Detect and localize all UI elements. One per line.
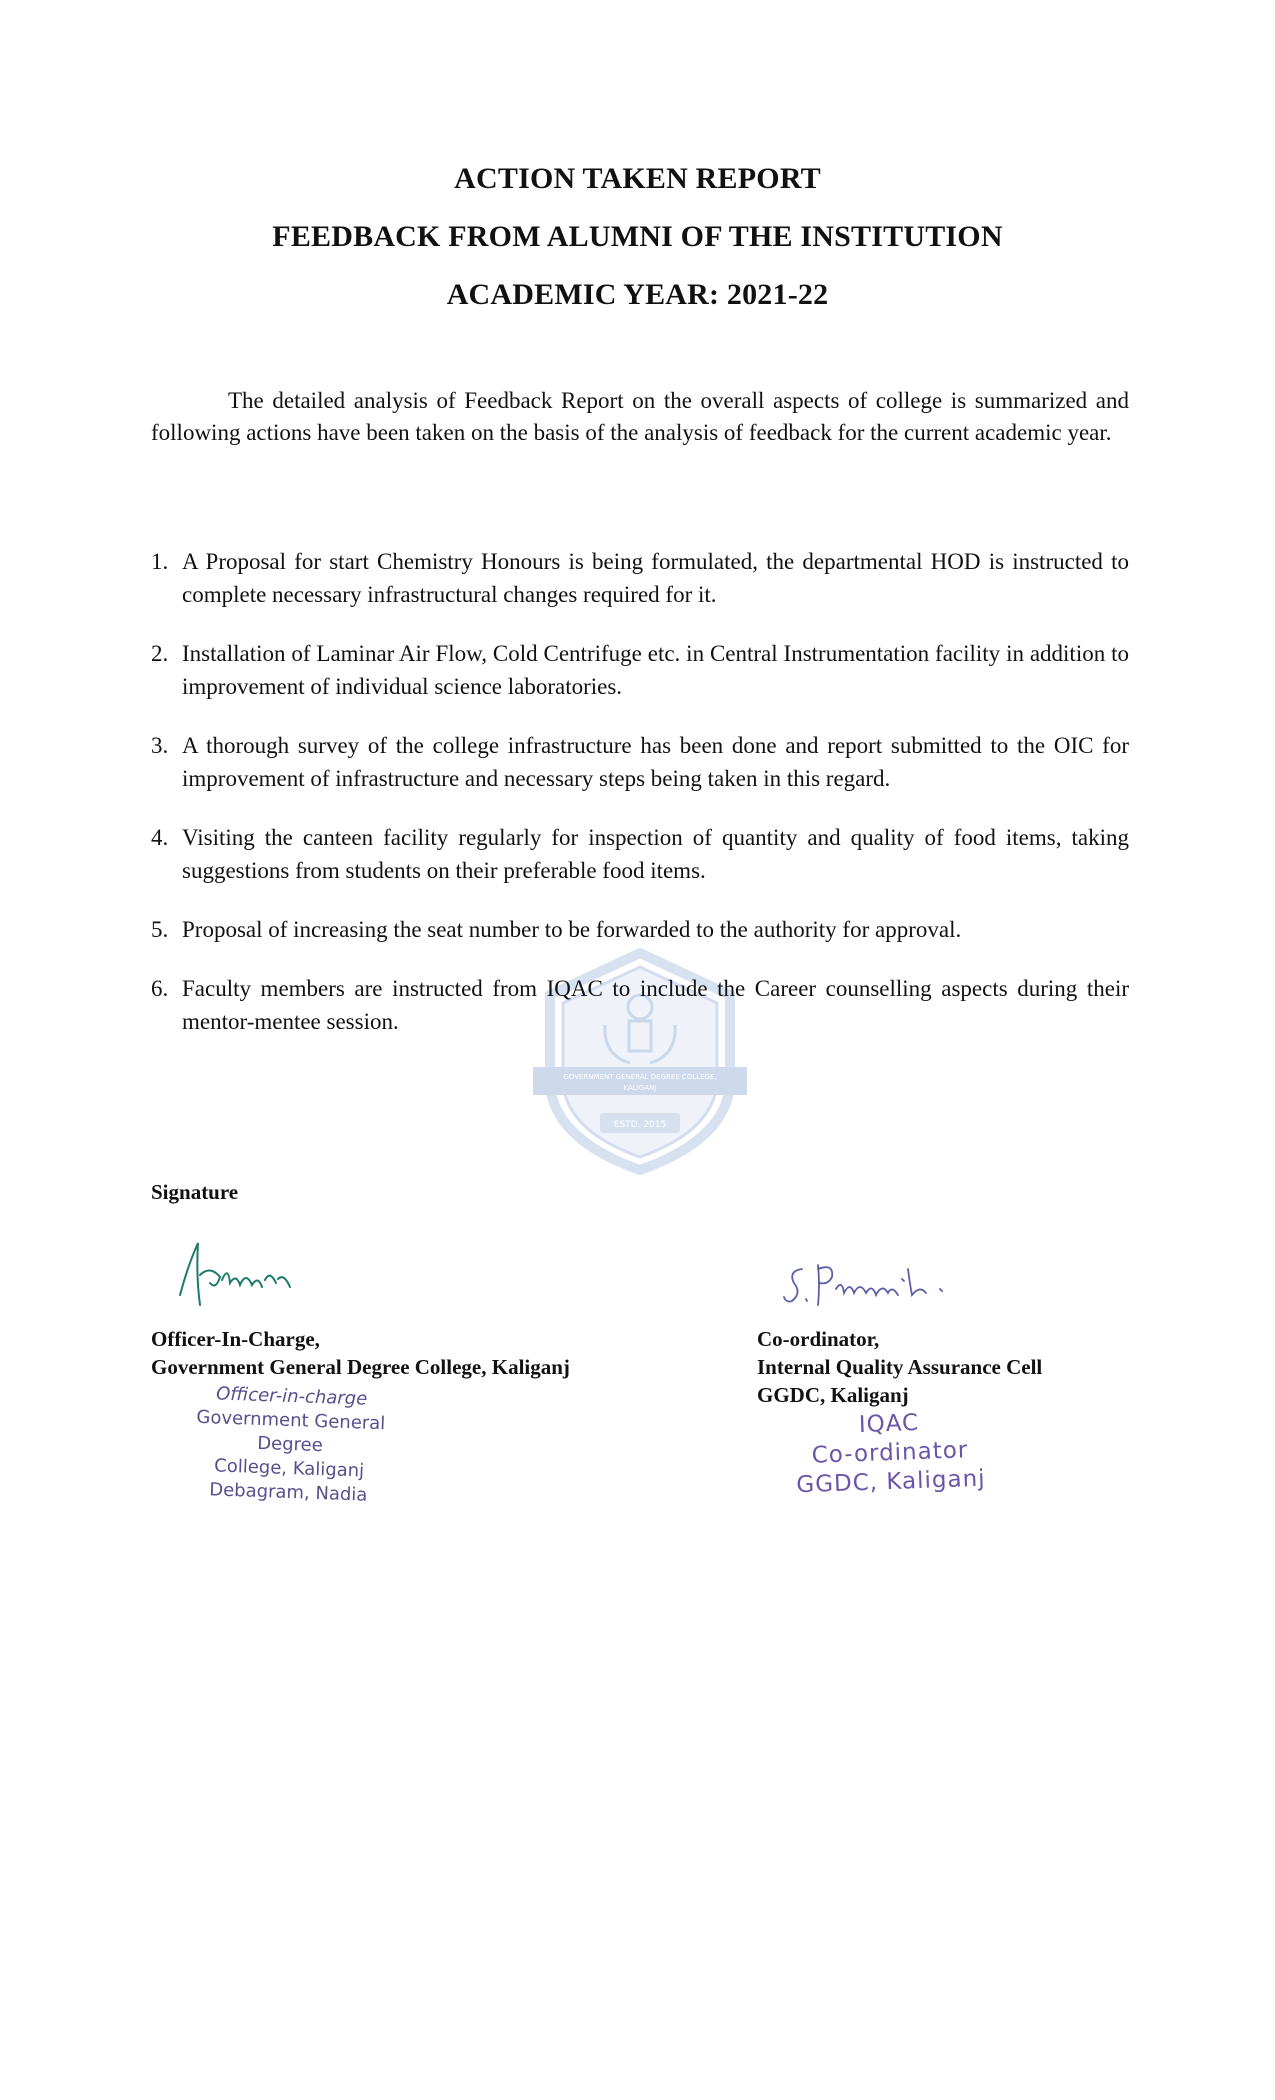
- item-text: Installation of Laminar Air Flow, Cold Centrifuge etc. in Central Instrumentation facility in addition to improvement of individual science laboratories.: [182, 641, 1129, 699]
- coordinator-block: [757, 1325, 1042, 1409]
- list-item: [151, 545, 1129, 611]
- coordinator-cell: Internal Quality Assurance Cell: [757, 1355, 1043, 1379]
- item-text: Proposal of increasing the seat number to be forwarded to the authority for approval.: [182, 917, 962, 942]
- stamp-line: Government General Degree: [196, 1406, 386, 1457]
- item-number: 1.: [151, 549, 169, 574]
- coordinator-title: Co-ordinator,: [757, 1327, 880, 1351]
- svg-text:ESTD. 2015: ESTD. 2015: [613, 1120, 667, 1130]
- svg-text:KALIGANJ: KALIGANJ: [623, 1084, 657, 1092]
- list-item: [151, 913, 1129, 946]
- stamp-line: Debagram, Nadia: [208, 1479, 368, 1506]
- item-text: Faculty members are instructed from IQAC to include the Career counselling aspects during their mentor-mentee session.: [182, 976, 1129, 1034]
- iqac-stamp: [759, 1405, 1022, 1501]
- coordinator-institution: GGDC, Kaliganj: [757, 1383, 909, 1407]
- item-number: 2.: [151, 641, 169, 666]
- item-text: Visiting the canteen facility regularly for inspection of quantity and quality of food items, taking suggestions from students on their preferable food items.: [182, 825, 1129, 883]
- svg-text:GOVERNMENT GENERAL DEGREE COLL: GOVERNMENT GENERAL DEGREE COLLEGE,: [563, 1073, 717, 1081]
- item-number: 6.: [151, 976, 169, 1001]
- intro-paragraph: The detailed analysis of Feedback Report on the overall aspects of college is summarized and following actions have been taken on the basis of the analysis of feedback for the current academic year.: [151, 388, 1129, 445]
- stamp-line: GGDC, Kaliganj: [795, 1465, 987, 1499]
- item-number: 4.: [151, 825, 169, 850]
- item-number: 3.: [151, 733, 169, 758]
- stamp-line: Officer-in-charge: [215, 1383, 368, 1410]
- academic-year: ACADEMIC YEAR: 2021-22: [446, 278, 829, 311]
- list-item: [151, 729, 1129, 795]
- report-title: ACTION TAKEN REPORT: [454, 162, 821, 195]
- stamp-line: Co-ordinator: [811, 1437, 969, 1469]
- list-item: [151, 972, 1129, 1038]
- item-text: A Proposal for start Chemistry Honours is being formulated, the departmental HOD is instructed to complete necessary infrastructural changes required for it.: [182, 549, 1129, 607]
- item-number: 5.: [151, 917, 169, 942]
- officer-institution: Government General Degree College, Kaliganj: [151, 1355, 570, 1379]
- report-header: [0, 150, 1275, 324]
- officer-stamp: [158, 1380, 422, 1509]
- stamp-line: IQAC: [858, 1409, 920, 1439]
- list-item: [151, 821, 1129, 887]
- coordinator-signature: [780, 1255, 960, 1315]
- report-subtitle: FEEDBACK FROM ALUMNI OF THE INSTITUTION: [272, 220, 1003, 253]
- stamp-line: College, Kaliganj: [213, 1455, 365, 1482]
- officer-in-charge-block: [151, 1325, 570, 1381]
- officer-signature: [170, 1235, 300, 1315]
- list-item: [151, 637, 1129, 703]
- signature-heading: Signature: [151, 1180, 239, 1204]
- item-text: A thorough survey of the college infrastructure has been done and report submitted to the OIC for improvement of infrastructure and necessary steps being taken in this regard.: [182, 733, 1129, 791]
- officer-title: Officer-In-Charge,: [151, 1327, 320, 1351]
- action-list: [151, 545, 1129, 1064]
